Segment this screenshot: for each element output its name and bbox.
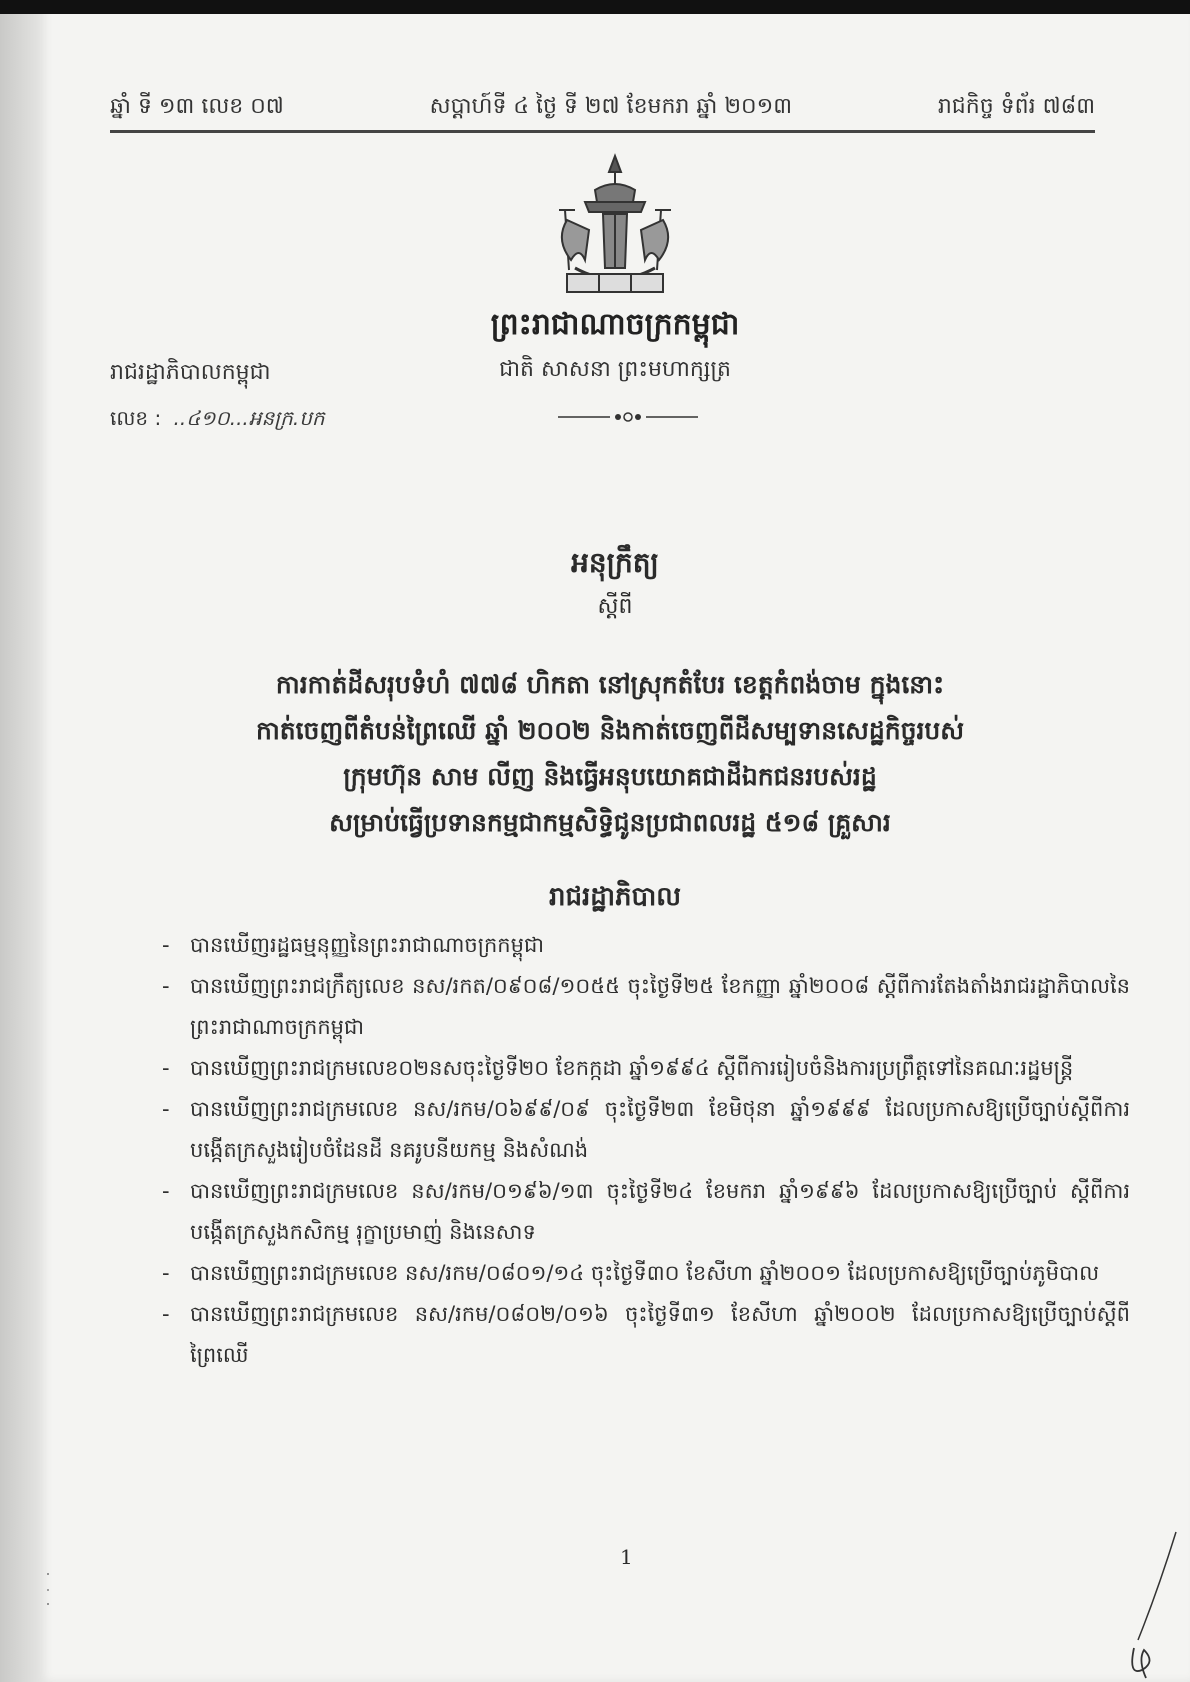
issuing-government: រាជរដ្ឋាភិបាលកម្ពុជា xyxy=(110,360,271,385)
scan-top-band xyxy=(0,0,1190,14)
header-rule xyxy=(110,130,1095,133)
recital-item: - បានឃើញព្រះរាជក្រមលេខ នស/រកម/០៨០២/០១៦ ចុះថ្ងៃទី៣១ ខែសីហា ឆ្នាំ២០០២ ដែលប្រកាសឱ្យប្រើច្បាប់ស្តីពីព្រៃឈើ xyxy=(162,1302,1130,1367)
scan-speck xyxy=(46,1570,50,1610)
handwritten-signature xyxy=(1098,1530,1178,1680)
gazette-page-ref: រាជកិច្ច ទំព័រ ៧៨៣ xyxy=(937,94,1095,119)
subject-line: ក្រុមហ៊ុន សាម លីញ និងធ្វើអនុបយោគជាដីឯកជនរបស់រដ្ឋ xyxy=(343,762,877,791)
gazette-header xyxy=(110,92,1095,124)
gazette-date: សប្តាហ៍ទី ៤ ថ្ងៃ ទី ២៧ ខែមករា ឆ្នាំ ២០១៣ xyxy=(429,94,793,119)
gazette-year-issue: ឆ្នាំ ទី ១៣ លេខ ០៧ xyxy=(110,94,284,119)
royal-coat-of-arms-icon xyxy=(545,150,685,310)
recital-item: - បានឃើញព្រះរាជក្រមលេខ នស/រកម/០៨០១/១៤ ចុះថ្ងៃទី៣០ ខែសីហា ឆ្នាំ២០០១ ដែលប្រកាសឱ្យប្រើច្បាប់ភូមិបាល xyxy=(162,1261,1100,1285)
recitals-list xyxy=(150,925,1130,1376)
subject-line: កាត់ចេញពីតំបន់ព្រៃឈើ ឆ្នាំ ២០០២ និងកាត់ចេញពីដីសម្បទានសេដ្ឋកិច្ចរបស់ xyxy=(255,716,965,745)
subject-line: សម្រាប់ធ្វើប្រទានកម្មជាកម្មសិទ្ធិជូនប្រជាពលរដ្ឋ ៥១៨ គ្រួសារ xyxy=(329,808,891,837)
subject-line: ការកាត់ដីសរុបទំហំ ៧៧៨ ហិកតា នៅស្រុកតំបែរ ខេត្តកំពង់ចាម ក្នុងនោះ xyxy=(275,670,945,699)
recital-item: - បានឃើញព្រះរាជក្រឹត្យលេខ នស/រកត/០៩០៨/១០៥៥ ចុះថ្ងៃទី២៥ ខែកញ្ញា ឆ្នាំ២០០៨ ស្តីពីការតែងតាំងរាជរដ្ឋាភិបាលនៃព្រះរាជាណាចក្រកម្ពុជា xyxy=(162,974,1130,1039)
document-about: ស្តីពី xyxy=(597,594,633,619)
document-subject xyxy=(180,662,1040,846)
kingdom-motto: ជាតិ សាសនា ព្រះមហាក្សត្រ xyxy=(499,357,731,382)
kingdom-title: ព្រះរាជាណាចក្រកម្ពុជា xyxy=(490,307,740,342)
recital-item: - បានឃើញព្រះរាជក្រមលេខ០២នសចុះថ្ងៃទី២០ ខែកក្កដា ឆ្នាំ១៩៩៤ ស្តីពីការរៀបចំនិងការប្រព្រឹត្តទៅនៃគណៈរដ្ឋមន្ត្រី xyxy=(162,1056,1074,1080)
document-number xyxy=(110,405,325,435)
ornamental-divider-icon xyxy=(558,410,698,424)
recital-item: - បានឃើញរដ្ឋធម្មនុញ្ញនៃព្រះរាជាណាចក្រកម្ពុជា xyxy=(162,933,544,957)
recital-item: - បានឃើញព្រះរាជក្រមលេខ នស/រកម/០១៩៦/១៣ ចុះថ្ងៃទី២៤ ខែមករា ឆ្នាំ១៩៩៦ ដែលប្រកាសឱ្យប្រើច្បាប់ ស្តីពីការបង្កើតក្រសួងកសិកម្ម រុក្ខាប្រមាញ់ និងនេសាទ xyxy=(162,1179,1130,1244)
page-number: 1 xyxy=(620,1545,633,1569)
section-title: រាជរដ្ឋាភិបាល xyxy=(548,882,682,912)
document-number-value: ..៤១០...អនក្រ.បក xyxy=(173,406,325,430)
document-number-label: លេខ : xyxy=(110,406,162,430)
document-type: អនុក្រឹត្យ xyxy=(571,546,659,579)
recital-item: - បានឃើញព្រះរាជក្រមលេខ នស/រកម/០៦៩៩/០៩ ចុះថ្ងៃទី២៣ ខែមិថុនា ឆ្នាំ១៩៩៩ ដែលប្រកាសឱ្យប្រើច្បាប់ស្តីពីការបង្កើតក្រសួងរៀបចំដែនដី នគរូបនីយកម្ម និងសំណង់ xyxy=(162,1097,1130,1162)
scan-left-edge xyxy=(0,0,38,1682)
